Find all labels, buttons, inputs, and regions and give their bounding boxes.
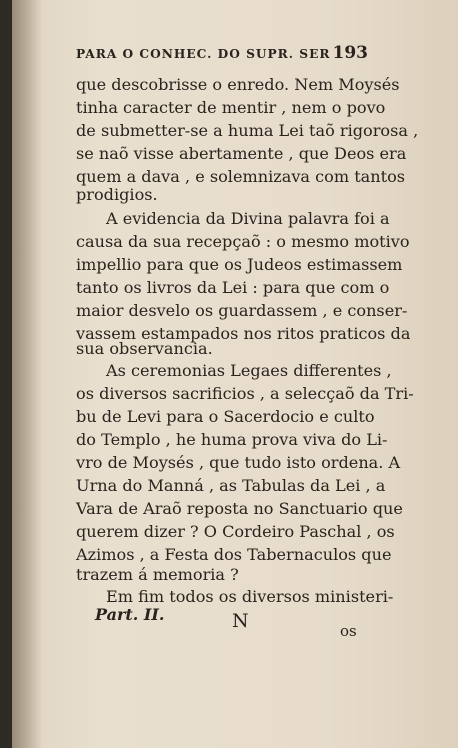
- text-line: causa da sua recepçaõ : o mesmo motivo: [76, 232, 410, 251]
- signature-letter: N: [232, 610, 249, 632]
- page-number: 193: [332, 43, 368, 63]
- text-line: maior desvelo os guardassem , e conser-: [76, 301, 408, 320]
- text-line: se naõ visse abertamente , que Deos era: [76, 144, 407, 163]
- text-line: tanto os livros da Lei : para que com o: [76, 278, 390, 297]
- text-line: sua observancia.: [76, 339, 213, 358]
- text-line: bu de Levi para o Sacerdocio e culto: [76, 407, 375, 426]
- text-line: os diversos sacrificios , a selecçaõ da Tri-: [76, 384, 414, 403]
- text-line: Urna do Manná , as Tabulas da Lei , a: [76, 476, 386, 495]
- text-line: tinha caracter de mentir , nem o povo: [76, 98, 386, 117]
- text-line: trazem á memoria ?: [76, 565, 239, 584]
- text-line: vassem estampados nos ritos praticos da: [76, 324, 411, 343]
- text-line: de submetter-se a huma Lei taõ rigorosa ,: [76, 121, 419, 140]
- text-line: A evidencia da Divina palavra foi a: [106, 209, 390, 228]
- text-line: que descobrisse o enredo. Nem Moysés: [76, 75, 400, 94]
- text-line: vro de Moysés , que tudo isto ordena. A: [76, 453, 401, 472]
- text-line: Azimos , a Festa dos Tabernaculos que: [76, 545, 392, 564]
- text-line: quem a dava , e solemnizava com tantos: [76, 167, 406, 186]
- page-header: [76, 43, 368, 63]
- text-line: Vara de Araõ reposta no Sanctuario que: [76, 499, 403, 518]
- text-line: do Templo , he huma prova viva do Li-: [76, 430, 388, 449]
- running-head: PARA O CONHEC. DO SUPR. SER: [76, 47, 331, 61]
- text-line: prodigios.: [76, 185, 158, 204]
- text-line: As ceremonias Legaes differentes ,: [106, 361, 392, 380]
- catchword: os: [340, 622, 357, 640]
- text-line: impellio para que os Judeos estimassem: [76, 255, 403, 274]
- signature-mark: Part. II.: [95, 605, 165, 624]
- text-line: Em fim todos os diversos ministeri-: [106, 587, 394, 606]
- text-line: querem dizer ? O Cordeiro Paschal , os: [76, 522, 395, 541]
